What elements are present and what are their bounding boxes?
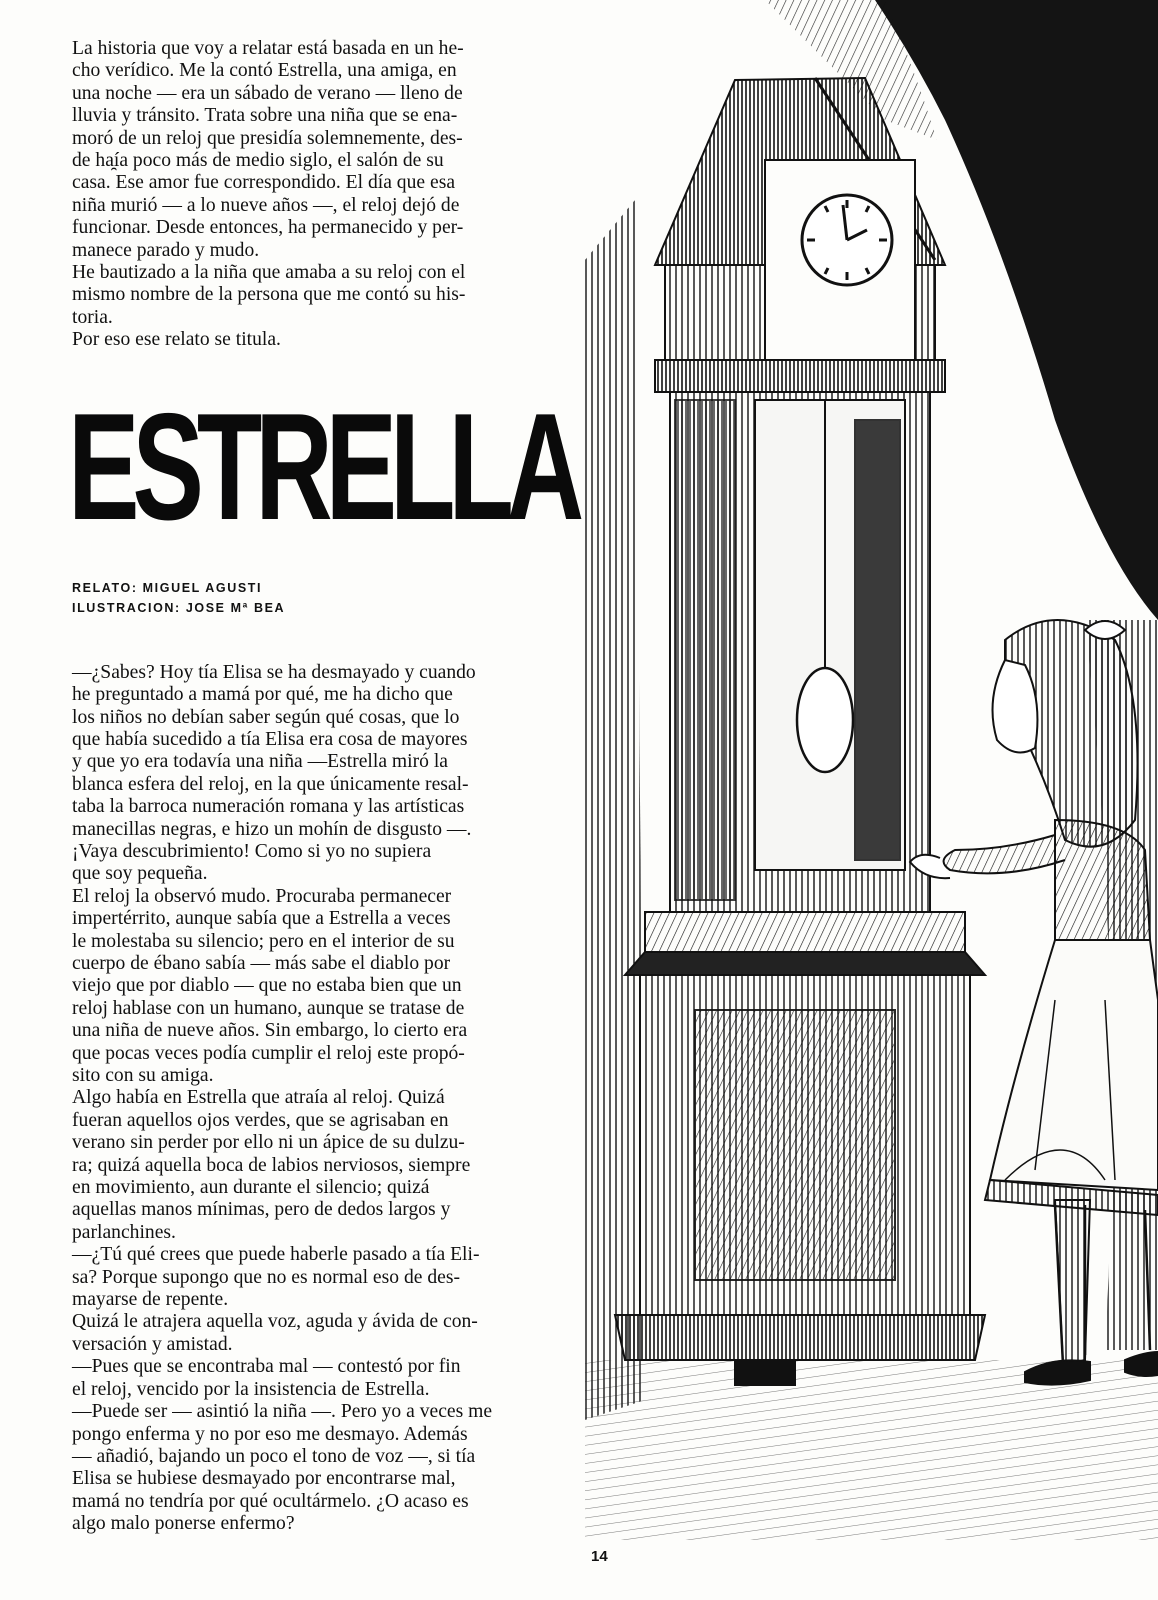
body-paragraph: —¿Tú qué crees que puede haberle pasado a tía Eli- sa? Porque supongo que no es normal eso de des- mayarse de repente.: [72, 1244, 480, 1311]
floor: [585, 1360, 1158, 1540]
body-paragraph: —Pues que se encontraba mal — contestó por fin el reloj, vencido por la insistencia de Estrella.: [72, 1356, 461, 1400]
body-paragraph: —¿Sabes? Hoy tía Elisa se ha desmayado y cuando he preguntado a mamá por qué, me ha dicho que los niños no debían saber según qué cosas, que lo que había sucedido a tía Elisa era cosa de mayores y que yo era todavía una niña —Estrella miró la blanca esfera del reloj, en la que únicamente resal- taba la barroca numeración romana y las artísticas manecillas negras, e hizo un mohín de disgusto —. ¡Vaya descubrimiento! Como si yo no supiera que soy pequeña.: [72, 661, 476, 885]
illustrator-credit: ILUSTRACION: JOSE Mª BEA: [72, 600, 286, 615]
intro-paragraph: Por eso ese relato se titula.: [72, 329, 281, 351]
story-title: ESTRELLA: [68, 381, 578, 552]
body-paragraph: —Puede ser — asintió la niña —. Pero yo a veces me pongo enferma y no por eso me desmayo. Además — añadió, bajando un poco el tono de voz —, si tía Elisa se hubiese desmayado por encontrarse mal, mamá no tendría por qué ocultármelo. ¿O acaso es algo malo ponerse enfermo?: [72, 1401, 493, 1535]
intro-text: [72, 38, 562, 352]
credits: [72, 578, 562, 618]
clock-and-girl-illustration: [585, 0, 1158, 1600]
text-column: [68, 38, 578, 1536]
intro-paragraph: La historia que voy a relatar está basada en un he- cho verídico. Me la contó Estrella, una amiga, en una noche — era un sábado de verano — lleno de lluvia y tránsito. Trata sobre una niña que se ena- moró de un reloj que presidía solemnemente, des- de ha̯ía poco más de medio siglo, el salón de su casa. Ese amor fue correspondido. El día que esa niña murió — a lo nueve años —, el reloj dejó de funcionar. Desde entonces, ha permanecido y per- manece parado y mudo.: [72, 38, 464, 261]
clock-face-icon: [802, 195, 892, 285]
story-body: [72, 662, 562, 1536]
grandfather-clock: [615, 78, 985, 1385]
body-paragraph: Algo había en Estrella que atraía al reloj. Quizá fueran aquellos ojos verdes, que se agrisaban en verano sin perder por ello ni un ápice de su dulzu- ra; quizá aquella boca de labios nerviosos, siempre en movimiento, aun durante el silencio; quizá aquellas manos mínimas, pero de dedos largos y parlanchines.: [72, 1087, 471, 1243]
body-paragraph: El reloj la observó mudo. Procuraba permanecer impertérrito, aunque sabía que a Estrella a veces le molestaba su silencio; pero en el interior de su cuerpo de ébano sabía — más sabe el diablo por viejo que por diablo — que no estaba bien que un reloj hablase con un humano, aunque se tratase de una niña de nueve años. Sin embargo, lo cierto era que pocas veces podía cumplir el reloj este propó- sito con su amiga.: [72, 885, 468, 1086]
author-credit: RELATO: MIGUEL AGUSTI: [72, 580, 263, 595]
page-number: 14: [588, 1548, 611, 1565]
body-paragraph: Quizá le atrajera aquella voz, aguda y ávida de con- versación y amistad.: [72, 1311, 478, 1355]
intro-paragraph: He bautizado a la niña que amaba a su reloj con el mismo nombre de la persona que me contó su his- toria.: [72, 262, 466, 328]
